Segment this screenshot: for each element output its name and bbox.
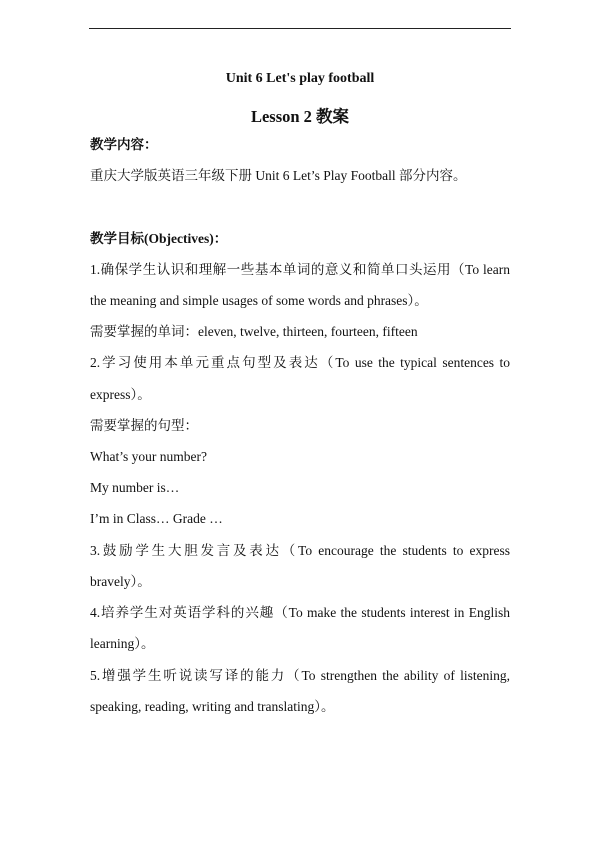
objective-line: the meaning and simple usages of some words and phrases）。 [90,293,428,308]
objective-line: learning）。 [90,636,155,651]
objectives-heading: 教学目标(Objectives)： [90,231,228,246]
objective-line: 5.增强学生听说读写译的能力（To strengthen the ability of listening, [90,668,510,683]
objective-line: 4.培养学生对英语学科的兴趣（To make the students interest in English [90,605,510,620]
objective-line: 3.鼓励学生大胆发言及表达（To encourage the students to express [90,543,510,558]
header-rule [89,28,511,29]
lesson-title: Lesson 2 教案 [250,107,350,126]
objective-line: express）。 [90,387,151,402]
objective-line: 需要掌握的单词：eleven, twelve, thirteen, fourteen, fifteen [90,324,418,339]
objective-line: My number is… [90,480,180,495]
objective-line: 2.学习使用本单元重点句型及表达（To use the typical sentences to [90,355,510,370]
objective-line: I’m in Class… Grade … [90,511,223,526]
objective-line: speaking, reading, writing and translating）。 [90,699,335,714]
objective-line: What’s your number? [90,449,207,464]
document-title: Unit 6 Let's play football [225,71,375,86]
content-heading: 教学内容： [90,137,158,152]
objective-line: bravely）。 [90,574,151,589]
objective-line: 1.确保学生认识和理解一些基本单词的意义和简单口头运用（To learn [90,262,510,277]
objective-line: 需要掌握的句型： [90,418,198,433]
content-text: 重庆大学版英语三年级下册 Unit 6 Let’s Play Football 部分内容。 [90,168,467,183]
